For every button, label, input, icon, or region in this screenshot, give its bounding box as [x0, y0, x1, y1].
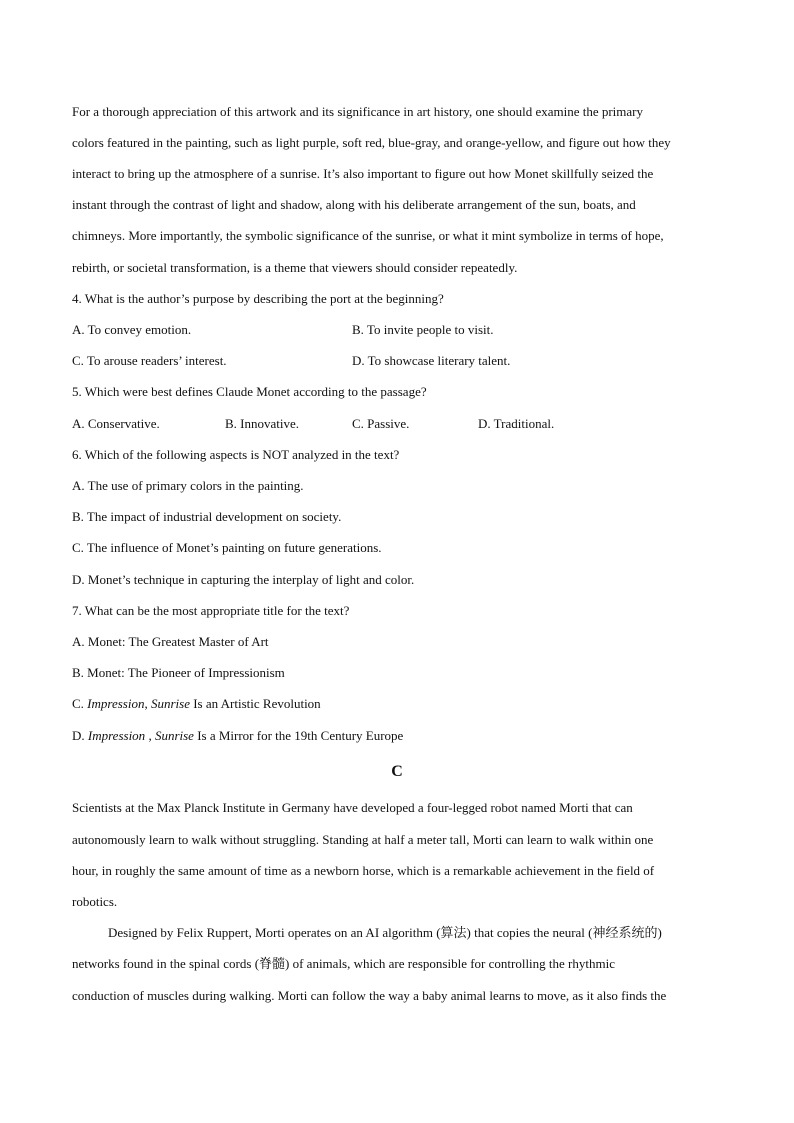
section-c-para1-line-4: robotics.: [72, 894, 118, 909]
question-7-option-d: [72, 728, 403, 744]
question-4-option-d: D. To showcase literary talent.: [352, 353, 511, 368]
section-c-heading: C: [391, 763, 403, 780]
option-c-rest: Is an Artistic Revolution: [189, 696, 321, 711]
passage-b-line-4: instant through the contrast of light and shadow, along with his deliberate arrangement of the sun, boats, and: [72, 197, 636, 212]
passage-b-line-2: colors featured in the painting, such as light purple, soft red, blue-gray, and orange-yellow, and figure out how they: [72, 135, 671, 150]
section-c-para1-line-2: autonomously learn to walk without struggling. Standing at half a meter tall, Morti can learn to walk within one: [72, 832, 654, 847]
question-6-stem: 6. Which of the following aspects is NOT analyzed in the text?: [72, 447, 400, 462]
option-c-comma: ,: [144, 696, 151, 711]
question-7-option-b: B. Monet: The Pioneer of Impressionism: [72, 665, 285, 680]
question-6-option-c: C. The influence of Monet’s painting on future generations.: [72, 540, 382, 555]
question-5-option-a: A. Conservative.: [72, 416, 160, 431]
section-c-para2-line-1: Designed by Felix Ruppert, Morti operates on an AI algorithm (算法) that copies the neural (神经系统的): [108, 925, 662, 940]
passage-b-line-3: interact to bring up the atmosphere of a sunrise. It’s also important to figure out how Monet skillfully seized the: [72, 166, 654, 181]
question-4-stem: 4. What is the author’s purpose by describing the port at the beginning?: [72, 291, 444, 306]
question-7-option-a: A. Monet: The Greatest Master of Art: [72, 634, 269, 649]
option-d-prefix: D.: [72, 728, 88, 743]
option-d-comma: ,: [145, 728, 155, 743]
section-c-para2-line-2: networks found in the spinal cords (脊髓) of animals, which are responsible for controlling the rhythmic: [72, 956, 615, 971]
question-6-option-a: A. The use of primary colors in the painting.: [72, 478, 304, 493]
question-4-option-c: C. To arouse readers’ interest.: [72, 353, 227, 368]
passage-b-line-6: rebirth, or societal transformation, is a theme that viewers should consider repeatedly.: [72, 260, 518, 275]
section-c-para1-line-3: hour, in roughly the same amount of time as a newborn horse, which is a remarkable achievement in the field of: [72, 863, 655, 878]
question-6-option-b: B. The impact of industrial development on society.: [72, 509, 342, 524]
question-6-option-d: D. Monet’s technique in capturing the interplay of light and color.: [72, 572, 415, 587]
question-5-option-b: B. Innovative.: [225, 416, 300, 431]
passage-b-line-1: For a thorough appreciation of this artwork and its significance in art history, one should examine the primary: [72, 104, 644, 119]
section-c-para2-line-3: conduction of muscles during walking. Morti can follow the way a baby animal learns to move, as it also finds the: [72, 988, 667, 1003]
option-c-italic-sunrise: Sunrise: [150, 696, 190, 711]
option-d-rest: Is a Mirror for the 19th Century Europe: [193, 728, 404, 743]
question-7-option-c: [72, 696, 321, 712]
option-c-italic-impression: Impression: [87, 696, 145, 711]
question-4-option-b: B. To invite people to visit.: [352, 322, 494, 337]
section-c-para1-line-1: Scientists at the Max Planck Institute in Germany have developed a four-legged robot named Morti that can: [72, 800, 633, 815]
question-5-stem: 5. Which were best defines Claude Monet according to the passage?: [72, 384, 427, 399]
passage-b-line-5: chimneys. More importantly, the symbolic significance of the sunrise, or what it mint symbolize in terms of hope,: [72, 228, 664, 243]
option-c-prefix: C.: [72, 696, 88, 711]
option-d-italic-sunrise: Sunrise: [154, 728, 194, 743]
question-5-option-c: C. Passive.: [352, 416, 410, 431]
question-7-stem: 7. What can be the most appropriate title for the text?: [72, 603, 350, 618]
option-d-italic-impression: Impression: [87, 728, 146, 743]
question-4-option-a: A. To convey emotion.: [72, 322, 192, 337]
question-5-option-d: D. Traditional.: [478, 416, 555, 431]
